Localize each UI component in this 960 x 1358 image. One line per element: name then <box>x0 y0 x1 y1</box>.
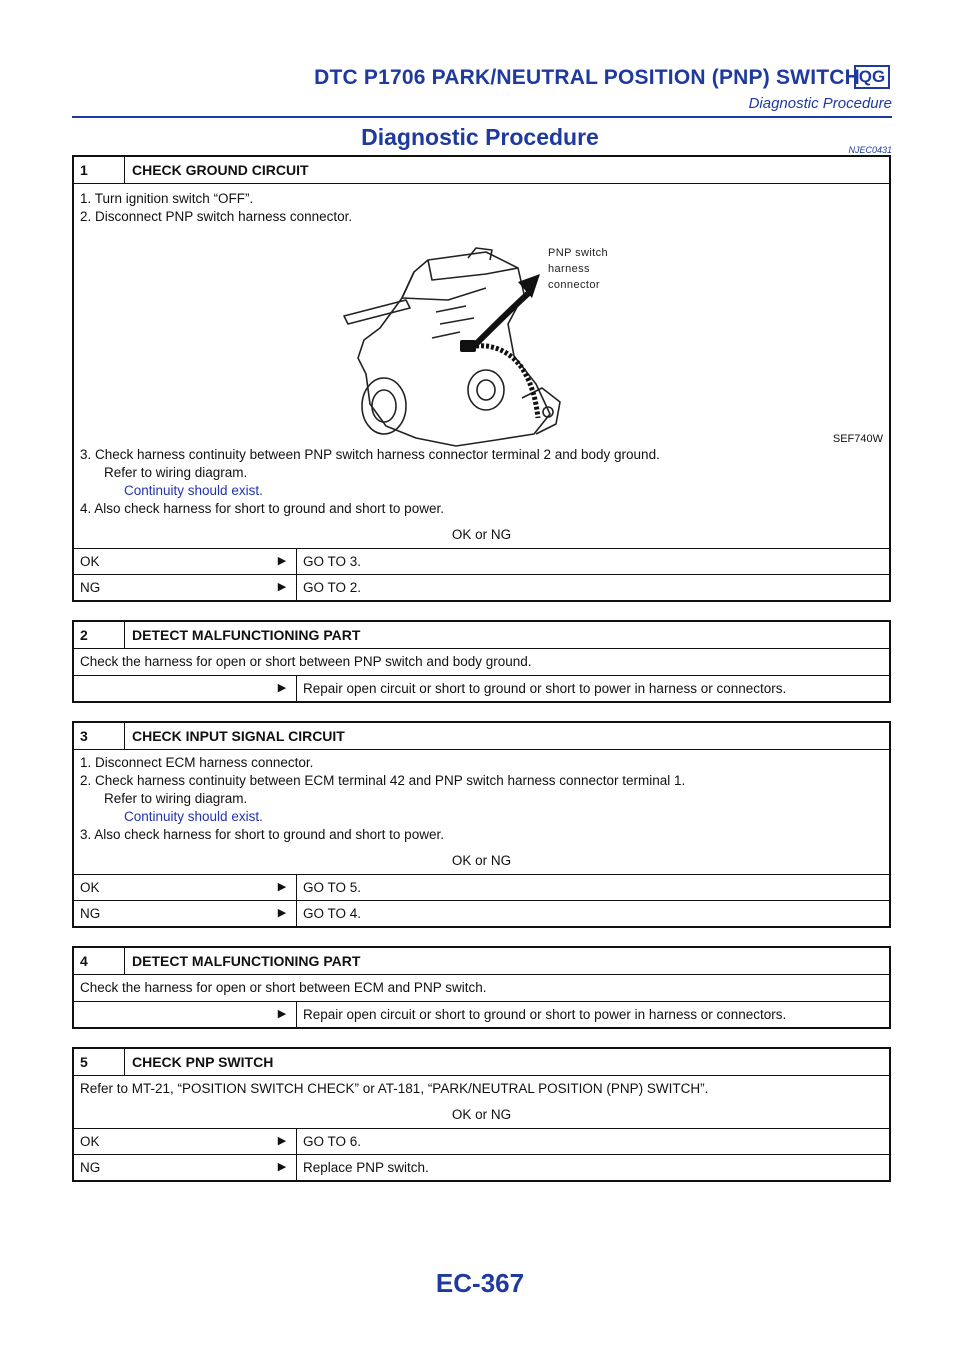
step-title: CHECK PNP SWITCH <box>132 1054 274 1070</box>
arrow-right-icon: ▶ <box>277 881 287 893</box>
page-number: EC-367 <box>435 1268 525 1298</box>
arrow-right-icon: ▶ <box>277 555 287 567</box>
arrow-right-icon: ▶ <box>277 1161 287 1173</box>
step-3-box <box>72 721 891 928</box>
result-condition: NG <box>80 580 101 595</box>
result-row <box>74 675 889 701</box>
result-action: GO TO 6. <box>303 1134 362 1149</box>
result-action: GO TO 5. <box>303 880 362 895</box>
result-row-ng <box>74 900 889 926</box>
instruction-line: Refer to wiring diagram. <box>104 791 248 806</box>
step-2-header <box>74 622 889 649</box>
arrow-right-icon: ▶ <box>277 907 287 919</box>
instruction-line: 2. Disconnect PNP switch harness connector. <box>80 209 353 224</box>
result-row-ok <box>74 1128 889 1154</box>
instruction-line: Refer to wiring diagram. <box>104 465 248 480</box>
step-title: CHECK INPUT SIGNAL CIRCUIT <box>132 728 345 744</box>
step-5-box <box>72 1047 891 1182</box>
step-number: 4 <box>80 953 88 969</box>
result-row-ok <box>74 874 889 900</box>
instruction-line: Refer to MT-21, “POSITION SWITCH CHECK” or AT-181, “PARK/NEUTRAL POSITION (PNP) SWITCH”. <box>80 1081 709 1096</box>
step-4-body <box>74 975 889 1001</box>
instruction-line: 3. Also check harness for short to ground and short to power. <box>80 827 444 842</box>
step-4-box <box>72 946 891 1029</box>
result-row-ng <box>74 1154 889 1180</box>
step-number: 2 <box>80 627 88 643</box>
section-code: NJEC0431 <box>848 145 892 155</box>
result-condition: OK <box>80 880 100 895</box>
instruction-line: 1. Disconnect ECM harness connector. <box>80 755 314 770</box>
step-5-body <box>74 1076 889 1128</box>
step-5-header <box>74 1049 889 1076</box>
result-condition: OK <box>80 1134 100 1149</box>
spec-text: Continuity should exist. <box>124 483 263 498</box>
step-number: 3 <box>80 728 88 744</box>
step-1-box <box>72 155 891 602</box>
step-2-box <box>72 620 891 703</box>
instruction-line: Check the harness for open or short between ECM and PNP switch. <box>80 980 487 995</box>
instruction-line: 2. Check harness continuity between ECM terminal 42 and PNP switch harness connector terminal 1. <box>80 773 686 788</box>
result-condition: OK <box>80 554 100 569</box>
arrow-right-icon: ▶ <box>277 1008 287 1020</box>
step-title: DETECT MALFUNCTIONING PART <box>132 953 361 969</box>
result-action: GO TO 4. <box>303 906 362 921</box>
result-row-ng <box>74 574 889 600</box>
ok-or-ng-label: OK or NG <box>451 1107 512 1122</box>
step-number: 5 <box>80 1054 88 1070</box>
spec-text: Continuity should exist. <box>124 809 263 824</box>
section-title: Diagnostic Procedure <box>361 124 599 150</box>
header-rule <box>72 116 892 118</box>
figure-label-line: connector <box>548 279 600 291</box>
result-action: GO TO 2. <box>303 580 362 595</box>
figure-label-line: harness <box>548 263 590 275</box>
engine-code-badge: QG <box>854 65 890 89</box>
result-action: Replace PNP switch. <box>303 1160 429 1175</box>
result-row <box>74 1001 889 1027</box>
instruction-line: 3. Check harness continuity between PNP switch harness connector terminal 2 and body ground. <box>80 447 660 462</box>
result-condition: NG <box>80 906 101 921</box>
result-condition: NG <box>80 1160 101 1175</box>
result-row-ok <box>74 548 889 574</box>
result-action: Repair open circuit or short to ground or short to power in harness or connectors. <box>303 681 787 696</box>
instruction-line: 4. Also check harness for short to ground and short to power. <box>80 501 444 516</box>
doc-header-subtitle: Diagnostic Procedure <box>748 95 892 112</box>
ok-or-ng-label: OK or NG <box>451 527 512 542</box>
step-title: DETECT MALFUNCTIONING PART <box>132 627 361 643</box>
arrow-right-icon: ▶ <box>277 581 287 593</box>
instruction-line: Check the harness for open or short between PNP switch and body ground. <box>80 654 532 669</box>
step-3-header <box>74 723 889 750</box>
step-1-header <box>74 157 889 184</box>
result-action: Repair open circuit or short to ground or short to power in harness or connectors. <box>303 1007 787 1022</box>
instruction-line: 1. Turn ignition switch “OFF”. <box>80 191 254 206</box>
pnp-connector-figure <box>336 228 666 458</box>
ok-or-ng-label: OK or NG <box>451 853 512 868</box>
step-3-body <box>74 750 889 874</box>
figure-label-line: PNP switch <box>548 247 609 259</box>
doc-header-title: DTC P1706 PARK/NEUTRAL POSITION (PNP) SWITCH <box>314 66 860 89</box>
arrow-right-icon: ▶ <box>277 682 287 694</box>
arrow-right-icon: ▶ <box>277 1135 287 1147</box>
figure-code: SEF740W <box>832 433 883 445</box>
step-1-body <box>74 184 889 548</box>
step-4-header <box>74 948 889 975</box>
step-title: CHECK GROUND CIRCUIT <box>132 162 309 178</box>
step-number: 1 <box>80 162 88 178</box>
transaxle-illustration <box>336 228 666 458</box>
result-action: GO TO 3. <box>303 554 362 569</box>
step-2-body <box>74 649 889 675</box>
